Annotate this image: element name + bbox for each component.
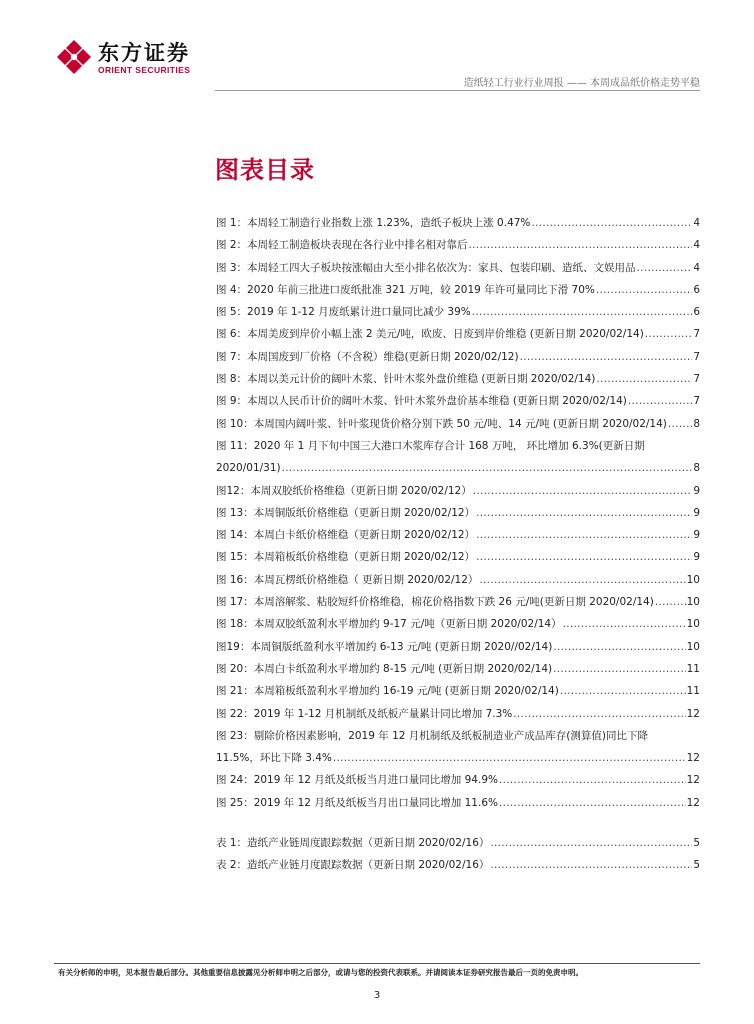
toc-entry[interactable]	[216, 279, 700, 301]
toc-entry[interactable]	[216, 569, 700, 591]
toc-entry-text: 图12：本周双胶纸价格维稳（更新日期 2020/02/12）	[216, 484, 472, 497]
toc-entry[interactable]	[216, 435, 700, 480]
toc-entry-text: 图 8：本周以美元计价的阔叶木浆、针叶木浆外盘价维稳 (更新日期 2020/02/14)	[216, 373, 596, 386]
toc-page-number: 4	[693, 217, 700, 229]
toc-entry-text: 图 5：2019 年 1-12 月废纸累计进口量同比减少 39%	[216, 306, 471, 319]
toc-entry-text: 图 7：本周国废到厂价格（不含税）维稳(更新日期 2020/02/12)	[216, 350, 519, 363]
toc-leader-dots	[476, 546, 692, 568]
toc-page-number: 9	[693, 484, 700, 497]
toc-entry-text: 图 18：本周双胶纸盈利水平增加约 9-17 元/吨（更新日期 2020/02/14）	[216, 618, 562, 631]
report-title: 造纸轻工行业行业周报 —— 本周成品纸价格走势平稳	[463, 78, 700, 89]
toc-entry-text: 图 14：本周白卡纸价格维稳（更新日期 2020/02/12）	[216, 529, 476, 542]
toc-leader-dots	[476, 502, 692, 524]
toc-entry[interactable]	[216, 546, 700, 568]
toc-page-number: 4	[693, 239, 700, 252]
toc-entry[interactable]	[216, 680, 700, 702]
toc-entry[interactable]	[216, 613, 700, 635]
toc-entry[interactable]	[216, 480, 700, 502]
toc-page-number: 12	[686, 707, 700, 720]
toc-entry-text: 图 22：2019 年 1-12 月机制纸及纸板产量累计同比增加 7.3%	[216, 707, 513, 720]
company-logo	[56, 37, 216, 83]
toc-page-number: 4	[693, 261, 700, 274]
toc-page-number: 5	[693, 859, 700, 872]
toc-entry-text: 图19：本周铜版纸盈利水平增加约 6-13 元/吨 (更新日期 2020//02/14)	[216, 640, 553, 653]
toc-leader-dots	[520, 346, 693, 368]
footer-disclaimer: 有关分析师的申明，见本报告最后部分。其他重要信息披露见分析师申明之后部分，或请与您的投资代表联系。并请阅读本证券研究报告最后一页的免责申明。	[58, 968, 583, 977]
toc-entry-text: 2020/01/31)	[216, 462, 281, 475]
toc-entry[interactable]	[216, 234, 700, 256]
toc-leader-dots	[472, 301, 693, 323]
toc-leader-dots	[479, 569, 685, 591]
brand-name-en: ORIENT SECURITIES	[98, 65, 191, 75]
toc-leader-dots	[476, 524, 692, 546]
toc-leader-dots	[513, 703, 685, 725]
toc-leader-dots	[282, 457, 693, 479]
header-divider	[215, 90, 700, 91]
toc-page-number: 10	[686, 618, 700, 631]
page-number: 3	[373, 990, 381, 1001]
footer-divider	[54, 963, 700, 964]
toc-page-number: 7	[693, 373, 700, 386]
toc-page-number: 12	[686, 796, 700, 809]
toc-page-number: 7	[693, 350, 700, 363]
toc-entry[interactable]	[216, 591, 700, 613]
toc-entry-text-line1: 图 23：剔除价格因素影响，2019 年 12 月机制纸及纸板制造业产成品库存(测算值)同比下降	[216, 729, 648, 742]
tables-toc	[216, 832, 700, 877]
toc-page-number: 9	[693, 551, 700, 564]
toc-entry[interactable]	[216, 703, 700, 725]
toc-entry[interactable]	[216, 636, 700, 658]
toc-entry[interactable]	[216, 769, 700, 791]
toc-entry-text: 图 13：本周铜版纸价格维稳（更新日期 2020/02/12）	[216, 506, 476, 519]
toc-entry-text: 表 1：造纸产业链周度跟踪数据（更新日期 2020/02/16）	[216, 837, 490, 849]
brand-name-cn: 东方证券	[98, 41, 190, 65]
toc-entry[interactable]	[216, 524, 700, 546]
toc-entry-text: 图 4：2020 年前三批进口废纸批准 321 万吨，较 2019 年许可量同比下滑 70%	[216, 283, 595, 296]
toc-entry[interactable]	[216, 792, 700, 814]
toc-entry[interactable]	[216, 413, 700, 435]
figures-toc	[216, 212, 700, 814]
page-title: 图表目录	[215, 156, 315, 184]
toc-page-number: 11	[686, 662, 700, 675]
toc-leader-dots	[531, 212, 692, 234]
toc-page-number: 11	[686, 685, 700, 698]
toc-leader-dots	[553, 658, 685, 680]
toc-entry-text: 表 2：造纸产业链月度跟踪数据（更新日期 2020/02/16）	[216, 859, 490, 872]
toc-page-number: 12	[686, 752, 700, 765]
toc-leader-dots	[490, 832, 692, 854]
toc-entry-text: 11.5%，环比下降 3.4%	[216, 752, 332, 765]
toc-entry[interactable]	[216, 502, 700, 524]
toc-entry[interactable]	[216, 346, 700, 368]
toc-leader-dots	[469, 234, 693, 256]
orient-securities-logo-icon	[56, 39, 92, 75]
toc-entry[interactable]	[216, 390, 700, 412]
toc-leader-dots	[645, 323, 693, 345]
toc-page-number: 12	[686, 774, 700, 787]
toc-entry-text: 图 21：本周箱板纸盈利水平增加约 16-19 元/吨 (更新日期 2020/02/14)	[216, 685, 559, 698]
toc-leader-dots	[490, 854, 692, 876]
toc-page-number: 8	[693, 417, 700, 430]
toc-entry-text: 图 3：本周轻工四大子板块按涨幅由大至小排名依次为：家具、包装印刷、造纸、文娱用品	[216, 261, 636, 274]
toc-leader-dots	[473, 480, 693, 502]
toc-entry-text: 图 20：本周白卡纸盈利水平增加约 8-15 元/吨 (更新日期 2020/02/14)	[216, 662, 553, 675]
toc-page-number: 6	[693, 283, 700, 296]
toc-leader-dots	[333, 747, 686, 769]
toc-page-number: 9	[693, 529, 700, 542]
toc-leader-dots	[499, 792, 686, 814]
toc-page-number: 10	[686, 640, 700, 653]
toc-entry[interactable]	[216, 854, 700, 876]
toc-entry[interactable]	[216, 257, 700, 279]
toc-entry[interactable]	[216, 368, 700, 390]
toc-entry-text-line1: 图 11：2020 年 1 月下旬中国三大港口木浆库存合计 168 万吨， 环比增加 6.3%(更新日期	[216, 439, 645, 452]
toc-entry-text: 图 16：本周瓦楞纸价格维稳（ 更新日期 2020/02/12）	[216, 573, 479, 586]
toc-leader-dots	[553, 636, 685, 658]
toc-page-number: 6	[693, 306, 700, 319]
toc-leader-dots	[499, 769, 686, 791]
toc-entry[interactable]	[216, 301, 700, 323]
toc-entry-text: 图 25：2019 年 12 月纸及纸板当月出口量同比增加 11.6%	[216, 796, 498, 809]
toc-leader-dots	[560, 680, 686, 702]
toc-page-number: 5	[693, 837, 700, 849]
toc-leader-dots	[668, 413, 692, 435]
toc-entry[interactable]	[216, 212, 700, 234]
toc-page-number: 9	[693, 506, 700, 519]
toc-page-number: 10	[686, 573, 700, 586]
toc-page-number: 7	[693, 395, 700, 408]
toc-entry[interactable]	[216, 658, 700, 680]
toc-leader-dots	[563, 613, 686, 635]
toc-leader-dots	[637, 257, 693, 279]
toc-leader-dots	[596, 368, 692, 390]
toc-leader-dots	[655, 591, 686, 613]
toc-entry-text: 图 17：本周溶解浆、粘胶短纤价格维稳，棉花价格指数下跌 26 元/吨(更新日期 2020/02/14)	[216, 596, 654, 609]
toc-page-number: 10	[686, 596, 700, 609]
toc-entry-text: 图 10：本周国内阔叶浆、针叶浆现货价格分别下跌 50 元/吨、14 元/吨 (更新日期 2020/02/14)	[216, 417, 667, 430]
toc-entry[interactable]	[216, 323, 700, 345]
toc-entry-text: 图 6：本周美废到岸价小幅上涨 2 美元/吨，欧废、日废到岸价维稳 (更新日期 2020/02/14)	[216, 328, 644, 341]
toc-page-number: 8	[693, 462, 700, 475]
toc-entry[interactable]	[216, 832, 700, 854]
toc-entry[interactable]	[216, 725, 700, 770]
toc-leader-dots	[596, 279, 692, 301]
toc-entry-text: 图 15：本周箱板纸价格维稳（更新日期 2020/02/12）	[216, 551, 476, 564]
toc-entry-text: 图 1：本周轻工制造行业指数上涨 1.23%，造纸子板块上涨 0.47%	[216, 217, 531, 229]
toc-entry-text: 图 24：2019 年 12 月纸及纸板当月进口量同比增加 94.9%	[216, 774, 498, 787]
toc-leader-dots	[628, 390, 692, 412]
toc-entry-text: 图 9：本周以人民币计价的阔叶木浆、针叶木浆外盘价基本维稳 (更新日期 2020/02/14)	[216, 395, 627, 408]
toc-entry-text: 图 2：本周轻工制造板块表现在各行业中排名相对靠后	[216, 239, 468, 252]
toc-page-number: 7	[693, 328, 700, 341]
